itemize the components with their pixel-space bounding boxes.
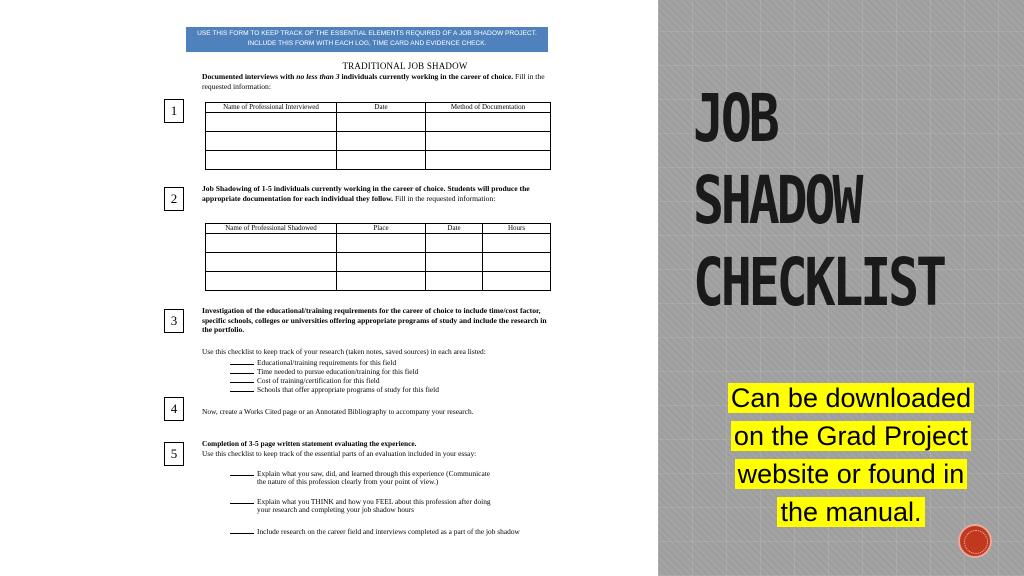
slide-title-line: JOB [693, 80, 777, 157]
callout-line: the manual. [777, 497, 924, 527]
slide-title-line: SHADOW [693, 162, 861, 239]
checklist-item-text: Explain what you THINK and how you FEEL about this profession after doing [257, 497, 491, 506]
col-name-shadowed: Name of Professional Shadowed [206, 224, 337, 234]
checklist-item-text: Cost of training/certification for this field [257, 376, 380, 385]
col-place: Place [337, 224, 426, 234]
section1-bold: Documented interviews with [202, 72, 297, 81]
section-number-2: 2 [164, 187, 184, 211]
slide-title [693, 78, 944, 324]
section2-bold: Job Shadowing of 1-5 individuals currently working in the career of choice. Students will produce the appropriate documentation for each individual they follow. [202, 184, 530, 203]
section2-text [202, 184, 554, 203]
section5-bold: Completion of 3-5 page written statement evaluating the experience. [202, 439, 417, 448]
interview-table [205, 102, 551, 170]
table-row [206, 151, 551, 170]
checklist-item-text: Schools that offer appropriate programs of study for this field [257, 385, 439, 394]
form-banner [186, 27, 548, 52]
slide-title-line: CHECKLIST [693, 244, 944, 321]
section2-normal: Fill in the requested information: [393, 193, 496, 203]
table-row [206, 113, 551, 132]
checklist-item-text: Educational/training requirements for this field [257, 358, 397, 367]
section-number-5: 5 [164, 442, 184, 466]
checklist-item-text: Include research on the career field and interviews completed as a part of the job shadow [257, 527, 520, 536]
section-number-1: 1 [164, 99, 184, 123]
callout-line: on the Grad Project [731, 421, 971, 451]
table-row [206, 272, 551, 291]
checklist-item-continued: the nature of this profession clearly from your point of view.) [257, 477, 439, 486]
section1-italic: no less than 3 [296, 72, 340, 81]
checklist-item [230, 384, 439, 394]
checklist-item [230, 526, 520, 536]
section1-bold-end: individuals currently working in the career of choice. [339, 72, 514, 81]
banner-line-1: USE THIS FORM TO KEEP TRACK OF THE ESSENTIAL ELEMENTS REQUIRED OF A JOB SHADOW PROJECT. [197, 30, 537, 37]
checklist-item-text: Time needed to pursue education/training for this field [257, 367, 419, 376]
table-row [206, 253, 551, 272]
table-row [206, 234, 551, 253]
section3-intro: Use this checklist to keep track of your research (taken notes, saved sources) in each area listed: [202, 347, 486, 356]
section5-intro: Use this checklist to keep track of the essential parts of an evaluation included in your essay: [202, 449, 477, 458]
section-number-3: 3 [164, 309, 184, 333]
col-date: Date [337, 103, 426, 113]
section1-normal: Fill in the requested information: [202, 72, 545, 91]
next-slide-button[interactable] [958, 524, 992, 558]
checklist-item-text: Explain what you saw, did, and learned through this experience (Communicate [257, 469, 491, 478]
section-number-4: 4 [164, 397, 184, 421]
checklist-item-continued: your research and completing your job shadow hours [257, 505, 415, 514]
col-method: Method of Documentation [426, 103, 551, 113]
shadow-table [205, 223, 551, 291]
table-row [206, 132, 551, 151]
form-title: TRADITIONAL JOB SHADOW [342, 61, 468, 71]
section1-text [202, 72, 552, 91]
section4-text: Now, create a Works Cited page or an Annotated Bibliography to accompany your research. [202, 407, 474, 416]
banner-line-2: INCLUDE THIS FORM WITH EACH LOG, TIME CARD AND EVIDENCE CHECK. [247, 40, 487, 47]
col-name-interviewed: Name of Professional Interviewed [206, 103, 337, 113]
col-date: Date [426, 224, 483, 234]
callout-line: website or found in [735, 459, 968, 489]
callout-line: Can be downloaded [728, 383, 974, 413]
download-callout [698, 379, 1004, 531]
col-hours: Hours [483, 224, 551, 234]
section3-bold: Investigation of the educational/training requirements for the career of choice to include time/cost factor, specific schools, colleges or universities offering appropriate programs of study and include the research in the portfolio. [202, 306, 547, 334]
